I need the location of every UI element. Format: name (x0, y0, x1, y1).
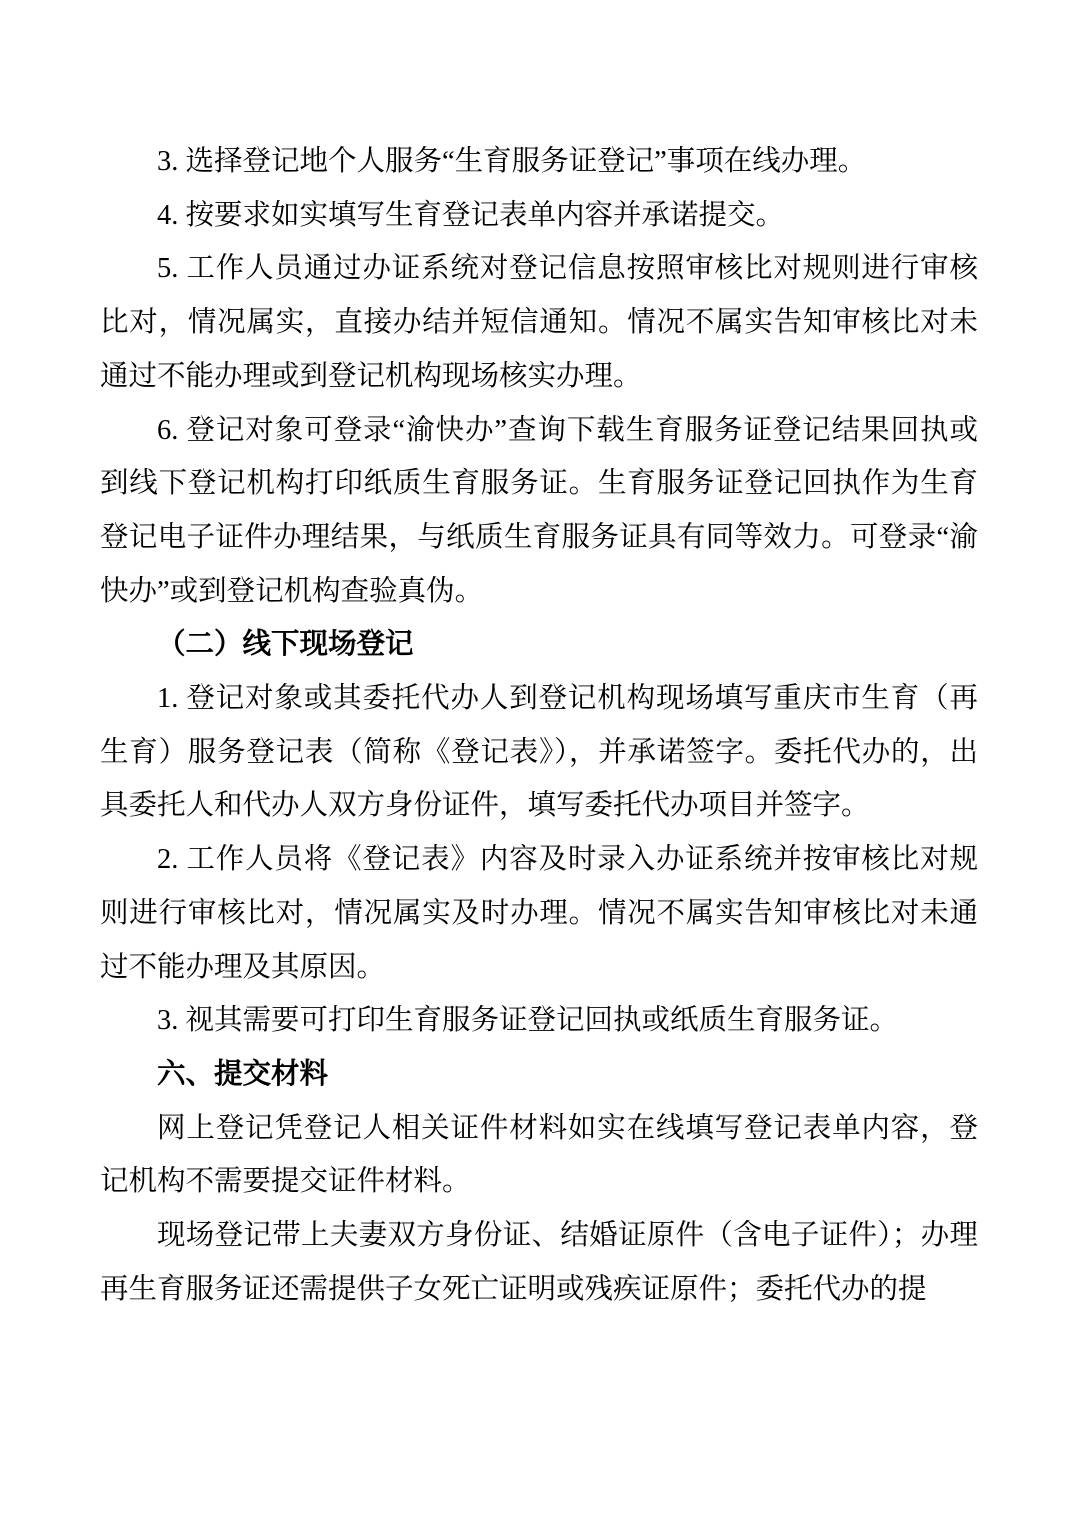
body-paragraph: 现场登记带上夫妻双方身份证、结婚证原件（含电子证件）；办理再生育服务证还需提供子女死亡证明或残疾证原件；委托代办的提 (100, 1220, 978, 1305)
body-paragraph: 网上登记凭登记人相关证件材料如实在线填写登记表单内容，登记机构不需要提交证件材料。 (100, 1112, 978, 1198)
subsection-heading: （二）线下现场登记 (157, 629, 414, 661)
body-paragraph: 2. 工作人员将《登记表》内容及时录入办证系统并按审核比对规则进行审核比对，情况属实及时办理。情况不属实告知审核比对未通过不能办理及其原因。 (100, 844, 978, 983)
section-heading: 六、提交材料 (157, 1057, 329, 1090)
body-paragraph: 3. 选择登记地个人服务“生育服务证登记”事项在线办理。 (157, 146, 867, 177)
body-paragraph: 1. 登记对象或其委托代办人到登记机构现场填写重庆市生育（再生育）服务登记表（简称《登记表》），并承诺签字。委托代办的，出具委托人和代办人双方身份证件，填写委托代办项目并签字。 (100, 683, 978, 822)
body-paragraph: 3. 视其需要可打印生育服务证登记回执或纸质生育服务证。 (157, 1005, 899, 1037)
body-paragraph: 6. 登记对象可登录“渝快办”查询下载生育服务证登记结果回执或到线下登记机构打印纸质生育服务证。生育服务证登记回执作为生育登记电子证件办理结果，与纸质生育服务证具有同等效力。可登录“渝快办”或到登记机构查验真伪。 (100, 414, 978, 607)
body-paragraph: 4. 按要求如实填写生育登记表单内容并承诺提交。 (157, 199, 785, 231)
body-paragraph: 5. 工作人员通过办证系统对登记信息按照审核比对规则进行审核比对，情况属实，直接办结并短信通知。情况不属实告知审核比对未通过不能办理或到登记机构现场核实办理。 (100, 253, 978, 392)
